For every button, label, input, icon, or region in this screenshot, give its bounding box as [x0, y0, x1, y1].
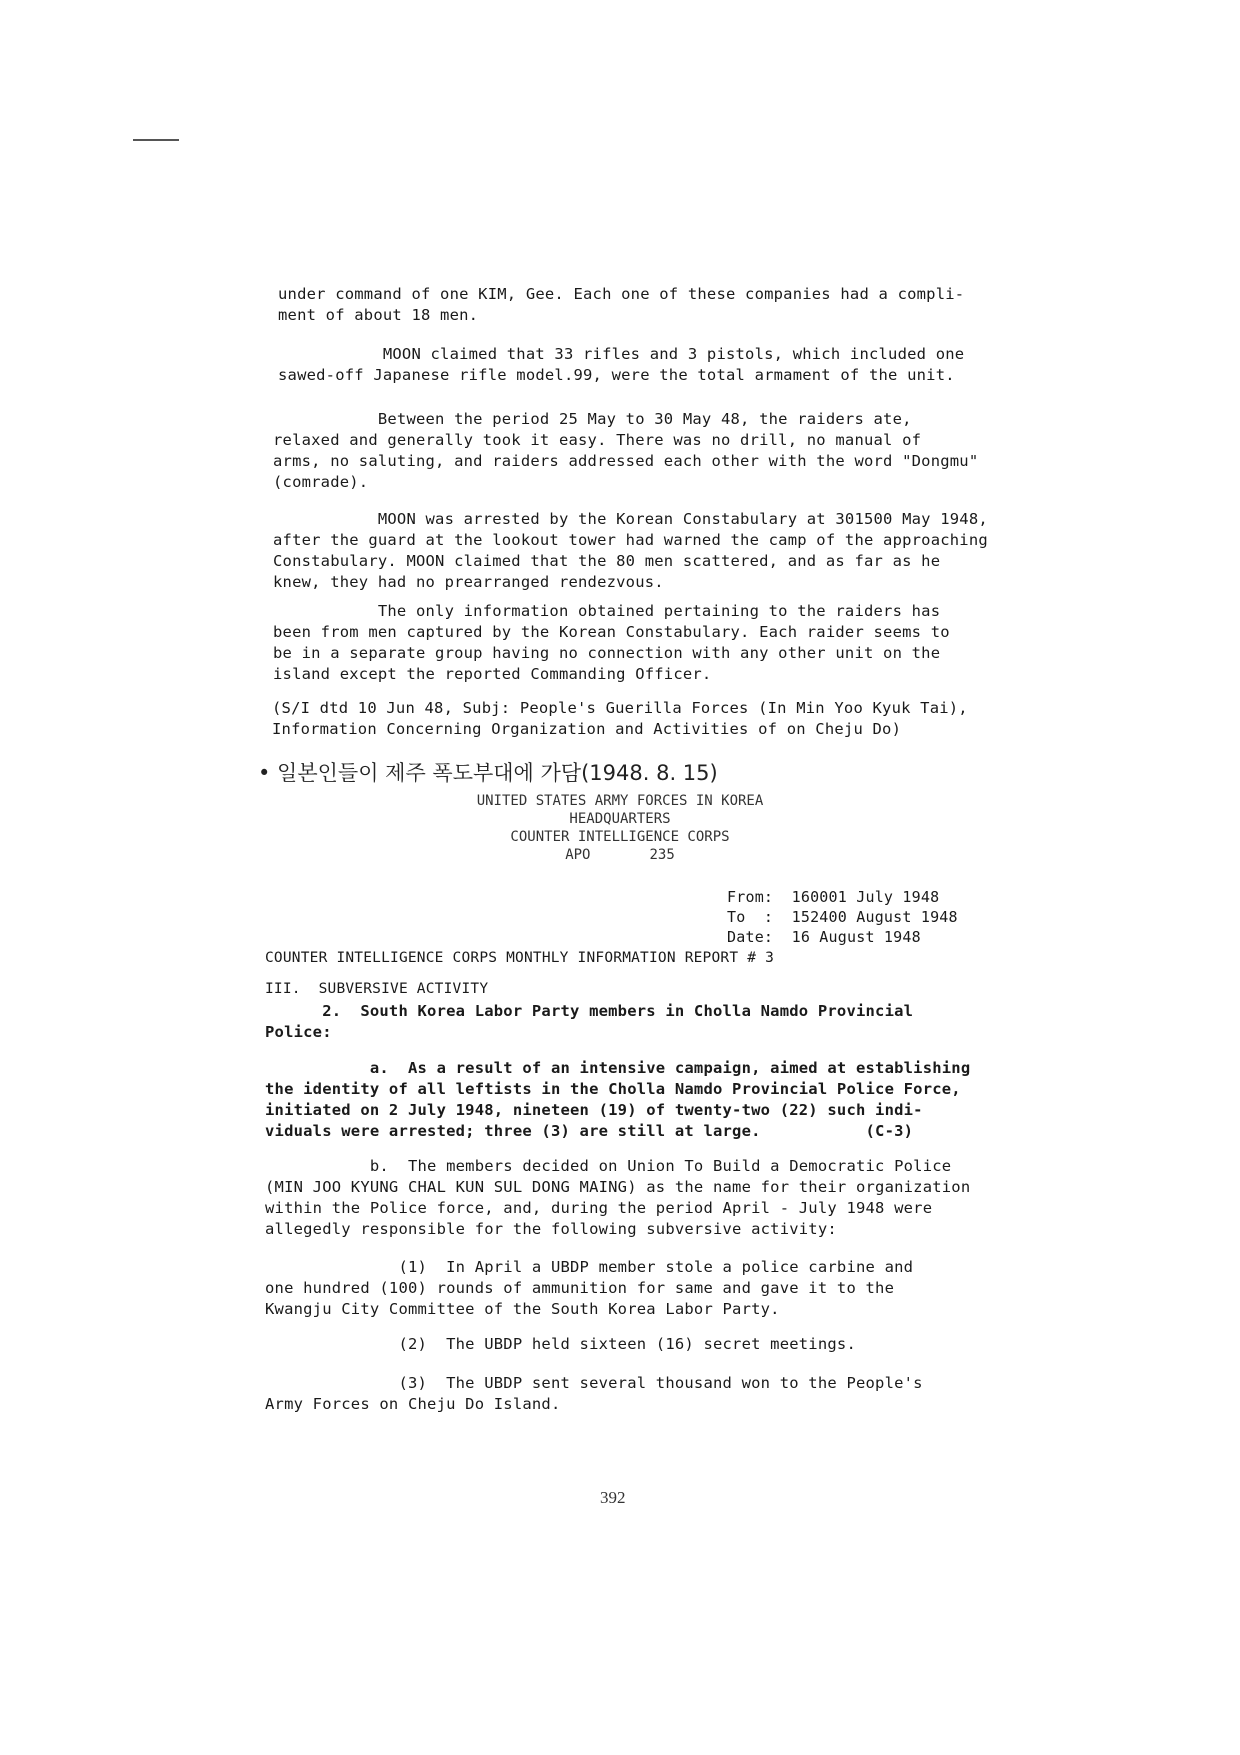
item-b: b. The members decided on Union To Build a Democratic Police (MIN JOO KYUNG CHAL KUN SUL DONG MAING) as the name for their organization within the Police force, and, during the period April - July 1948 were allegedly responsible for the following subversive activity:	[265, 1157, 971, 1238]
paragraph-raiders-conduct: Between the period 25 May to 30 May 48, the raiders ate, relaxed and generally took it easy. There was no drill, no manual of arms, no saluting, and raiders addressed each other with the word "Dongmu" (comrade).	[273, 410, 979, 491]
sub-item-3: (3) The UBDP sent several thousand won to the People's Army Forces on Cheju Do Island.	[265, 1374, 923, 1413]
report-header: UNITED STATES ARMY FORCES IN KOREA HEADQUARTERS COUNTER INTELLIGENCE CORPS APO 235	[476, 793, 764, 863]
scan-margin-mark	[133, 139, 179, 141]
item-2: 2. South Korea Labor Party members in Cholla Namdo Provincial Police:	[265, 1002, 914, 1041]
report-period: From: 160001 July 1948 To : 152400 August 1948 Date: 16 August 1948	[727, 888, 958, 946]
sub-item-1: (1) In April a UBDP member stole a police carbine and one hundred (100) rounds of ammunition for same and gave it to the Kwangju City Committee of the South Korea Labor Party.	[265, 1258, 914, 1318]
paragraph-information: The only information obtained pertaining to the raiders has been from men captured by the Korean Constabulary. Each raider seems to be in a separate group having no connection with any other unit on the island except the reported Commanding Officer.	[273, 602, 950, 683]
section-heading: III. SUBVERSIVE ACTIVITY	[265, 981, 489, 997]
report-title: COUNTER INTELLIGENCE CORPS MONTHLY INFORMATION REPORT # 3	[265, 950, 774, 966]
paragraph-armament: MOON claimed that 33 rifles and 3 pistols, which included one sawed-off Japanese rifle model.99, were the total armament of the unit.	[278, 345, 965, 384]
source-citation: (S/I dtd 10 Jun 48, Subj: People's Guerilla Forces (In Min Yoo Kyuk Tai), Information Concerning Organization and Activities of on Cheju Do)	[272, 699, 968, 738]
korean-heading: • 일본인들이 제주 폭도부대에 가담(1948. 8. 15)	[258, 761, 718, 785]
page-number: 392	[600, 1488, 626, 1507]
paragraph-companies: under command of one KIM, Gee. Each one of these companies had a compli- ment of about 18 men.	[278, 285, 965, 324]
item-a: a. As a result of an intensive campaign, aimed at establishing the identity of all leftists in the Cholla Namdo Provincial Police Force, initiated on 2 July 1948, nineteen (19) of twenty-two (22) such indi- viduals were arrested; three (3) are still at large. (C-3)	[265, 1059, 971, 1140]
paragraph-moon-arrest: MOON was arrested by the Korean Constabulary at 301500 May 1948, after the guard at the lookout tower had warned the camp of the approaching Constabulary. MOON claimed that the 80 men scattered, and as far as he knew, they had no prearranged rendezvous.	[273, 510, 988, 591]
sub-item-2: (2) The UBDP held sixteen (16) secret meetings.	[265, 1335, 856, 1353]
